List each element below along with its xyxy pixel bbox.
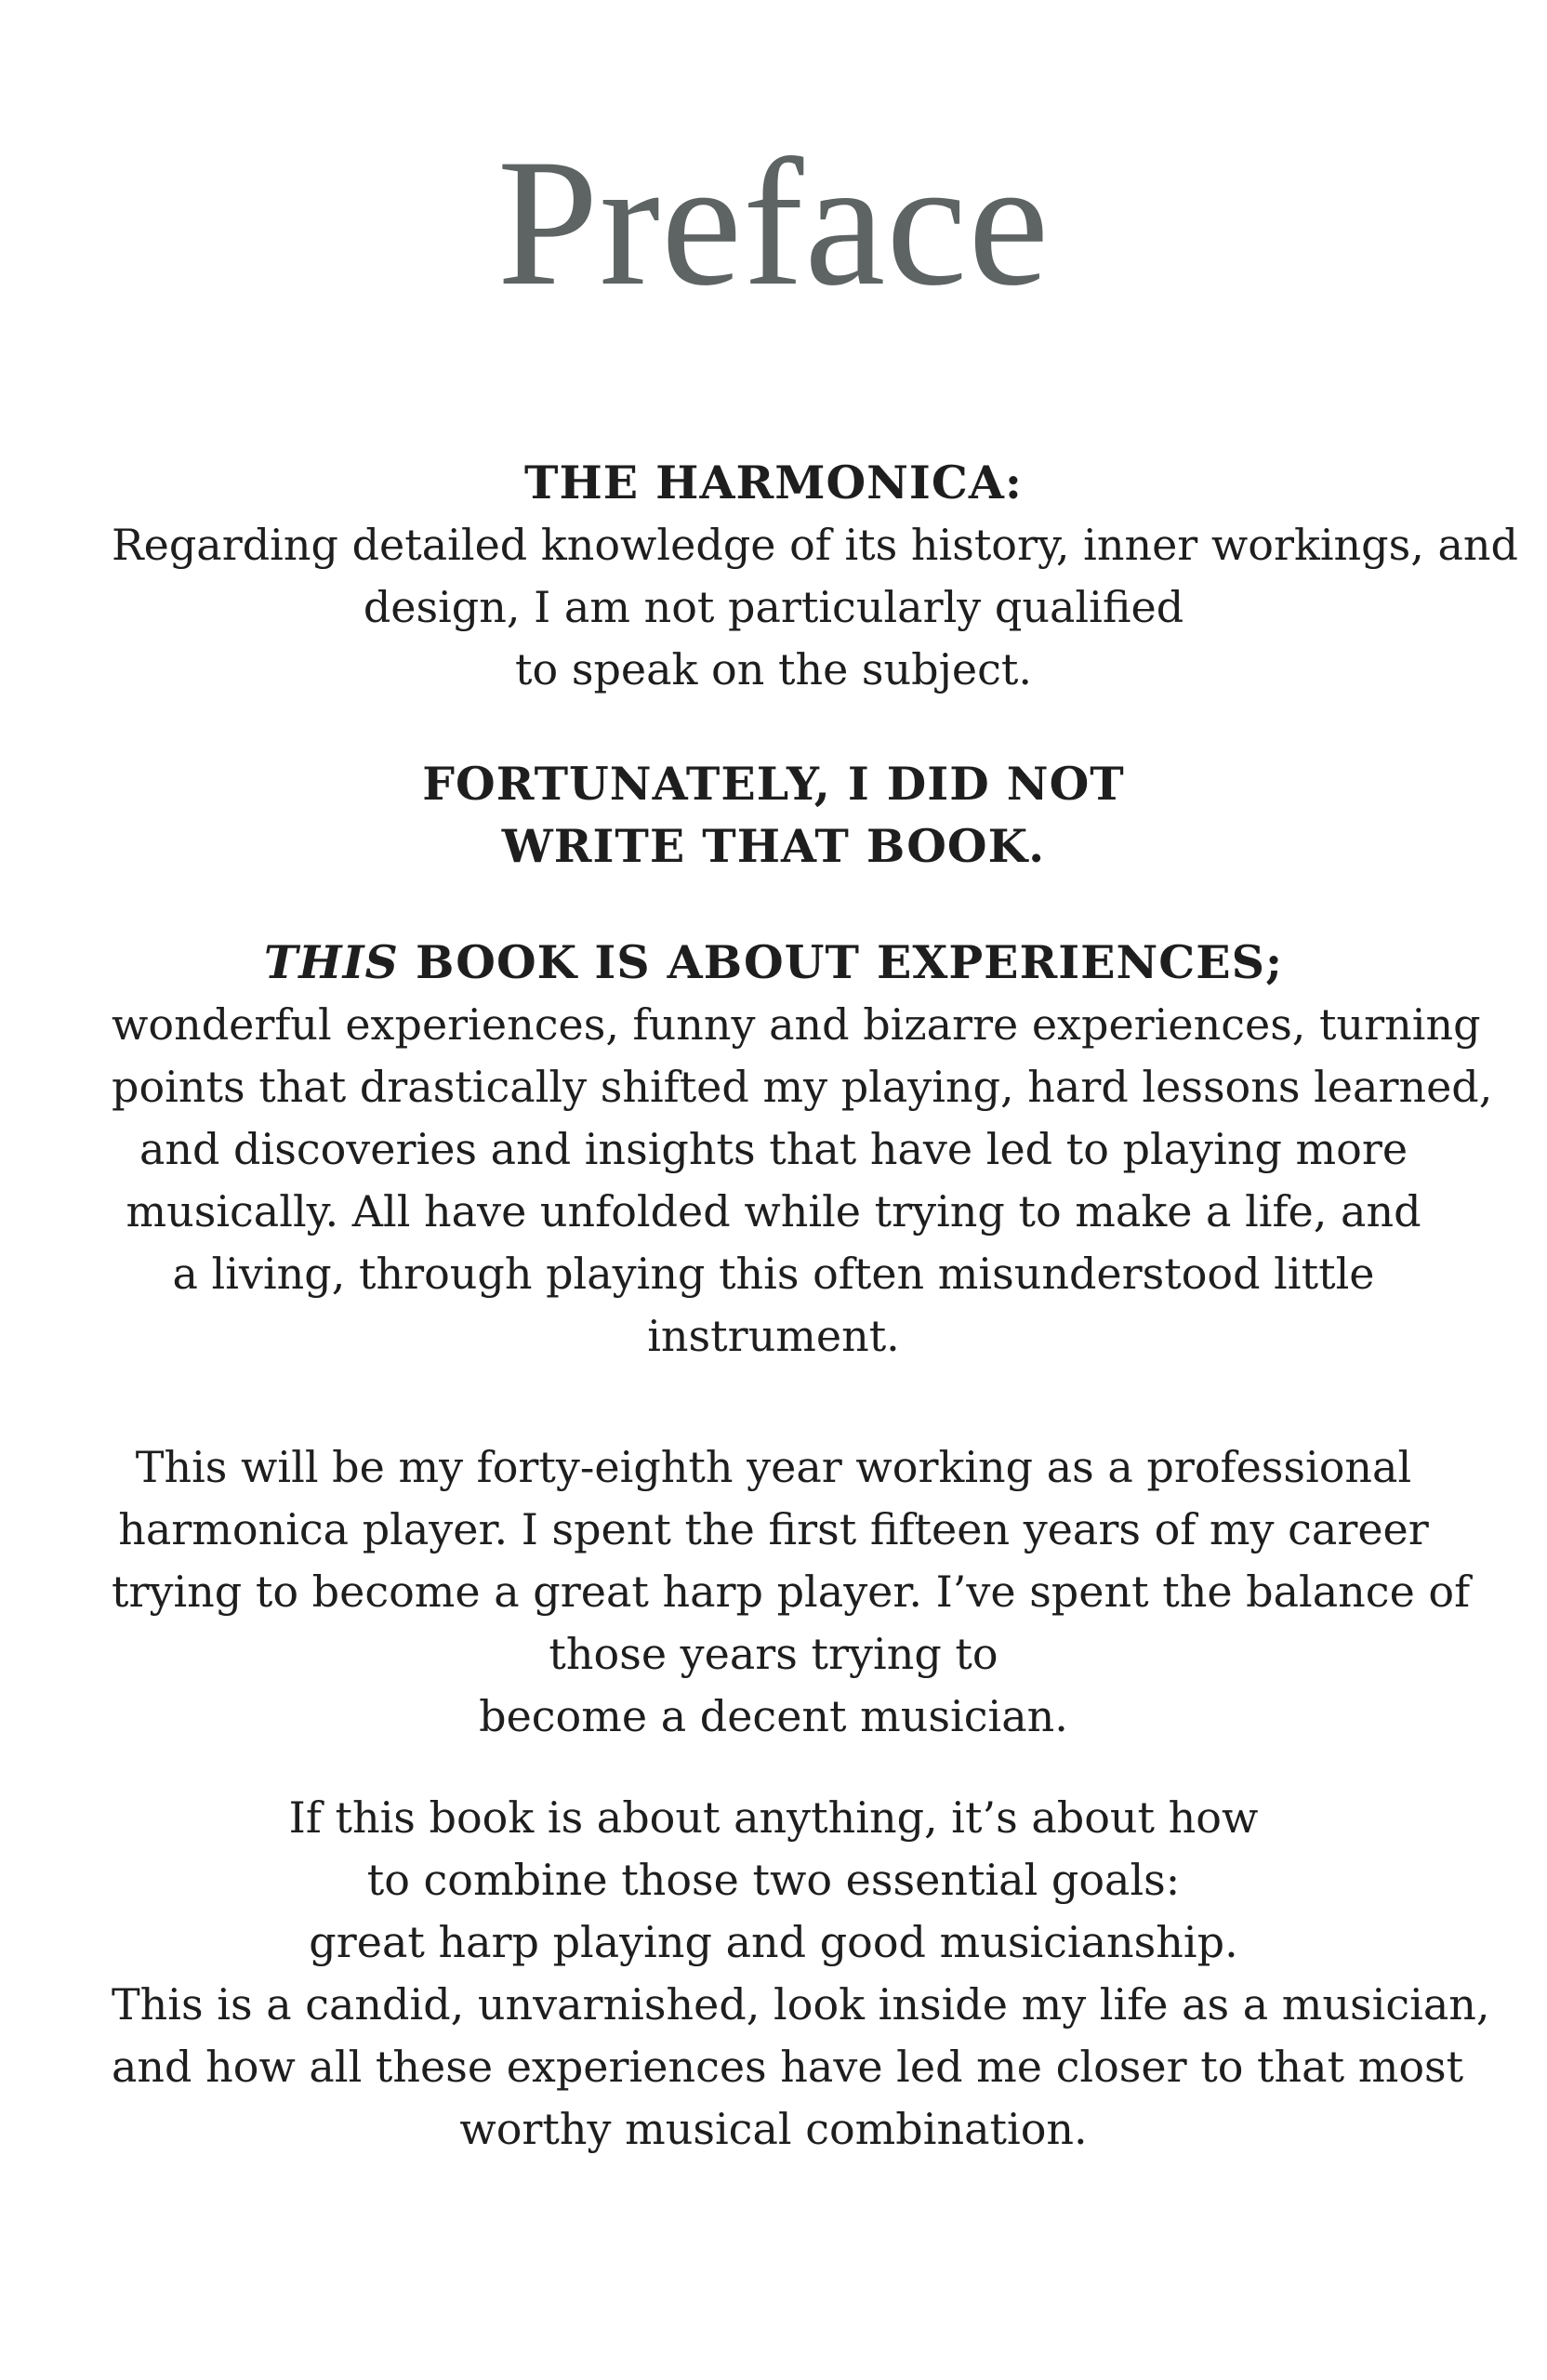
section-heading (112, 932, 1435, 994)
heading-emphasis: THIS (263, 935, 399, 989)
paragraph-line: and how all these experiences have led me closer to that most (112, 2042, 1464, 2092)
paragraph-line: worthy musical combination. (459, 2104, 1088, 2154)
section-goals (112, 1787, 1490, 2161)
paragraph-line: wonderful experiences, funny and bizarre experiences, turning (112, 999, 1481, 1050)
paragraph-line: Regarding detailed knowledge of its history, inner workings, and (112, 520, 1518, 570)
paragraph-line: trying to become a great harp player. I’ve spent the balance of (112, 1567, 1471, 1617)
paragraph-line: musically. All have unfolded while trying to make a life, and (126, 1186, 1421, 1236)
section-career (112, 1436, 1471, 1748)
paragraph-line: to combine those two essential goals: (366, 1855, 1181, 1905)
paragraph-line: and discoveries and insights that have led to playing more (139, 1124, 1408, 1174)
paragraph-line: those years trying to (549, 1629, 998, 1679)
paragraph-line: a living, through playing this often misunderstood little (172, 1249, 1375, 1299)
section-heading: WRITE THAT BOOK. (501, 819, 1046, 873)
paragraph-line: design, I am not particularly qualified (363, 582, 1184, 632)
paragraph-line: If this book is about anything, it’s about how (288, 1792, 1259, 1843)
page-title: Preface (496, 122, 1051, 324)
section-heading: FORTUNATELY, I DID NOT (422, 757, 1125, 811)
paragraph-line: instrument. (647, 1311, 900, 1361)
section-fortunately (112, 753, 1435, 878)
section-heading: THE HARMONICA: (524, 456, 1023, 509)
paragraph-line: harmonica player. I spent the first fifteen years of my career (118, 1504, 1429, 1554)
section-harmonica (112, 452, 1518, 701)
paragraph-line: This is a candid, unvarnished, look inside my life as a musician, (112, 1979, 1490, 2030)
paragraph-line: great harp playing and good musicianship. (309, 1917, 1238, 1967)
heading-rest: BOOK IS ABOUT EXPERIENCES; (398, 935, 1284, 989)
paragraph-line: points that drastically shifted my playing, hard lessons learned, (112, 1062, 1493, 1112)
paragraph-line: This will be my forty-eighth year working as a professional (135, 1442, 1412, 1492)
paragraph-line: become a decent musician. (479, 1691, 1068, 1741)
paragraph-line: to speak on the subject. (515, 644, 1032, 694)
section-experiences (112, 932, 1493, 1368)
